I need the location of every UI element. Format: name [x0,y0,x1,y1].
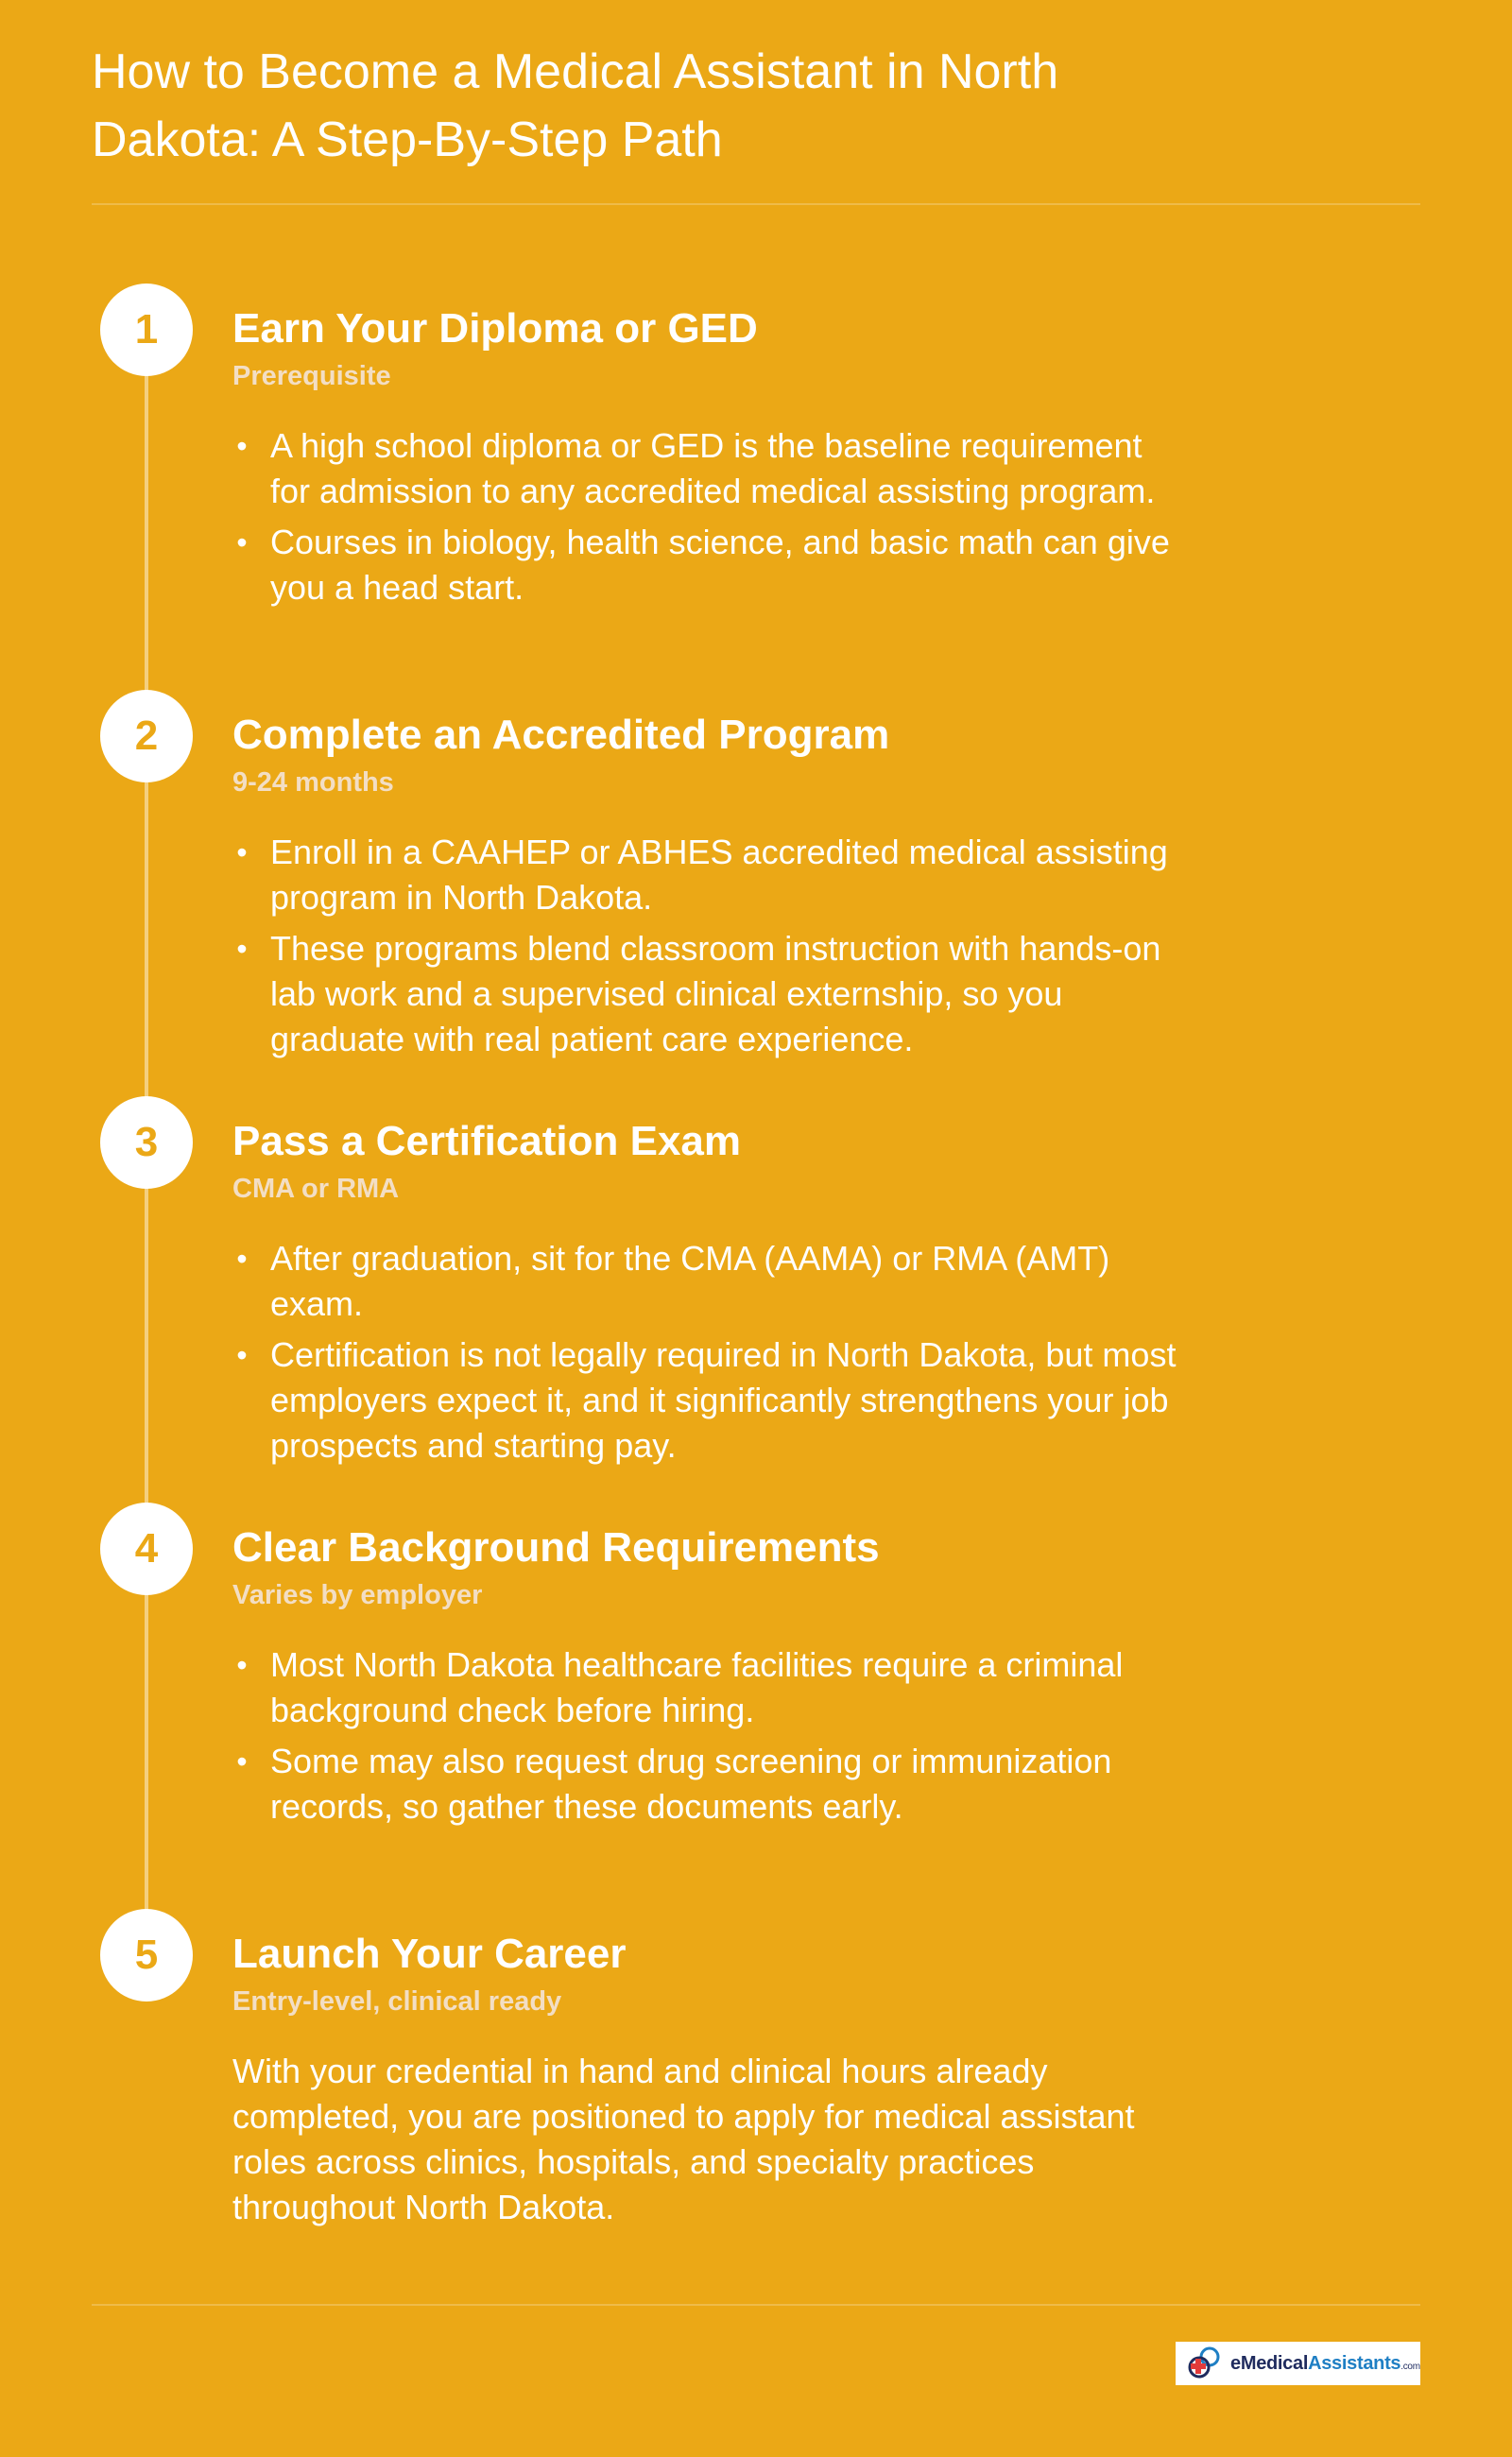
bullet-item [232,830,1177,920]
bullet-text: Some may also request drug screening or immunization records, so gather these documents early. [270,1742,1112,1826]
bullet-text: These programs blend classroom instruction with hands-on lab work and a supervised clinical externship, so you graduate with real patient care experience. [270,929,1161,1058]
step-bullet-list [232,1642,1177,1830]
bottom-divider [92,2304,1420,2306]
step-subtitle: Entry-level, clinical ready [232,1986,562,2017]
step-subtitle: CMA or RMA [232,1174,400,1204]
step-body [232,1521,1177,1835]
step-body [232,709,1177,1068]
bullet-dot-icon: • [236,1744,248,1778]
bullet-item [232,926,1177,1062]
step-body [232,302,1177,616]
bullet-dot-icon: • [236,932,248,966]
step-number-circle: 1 [100,284,193,376]
step-title: Launch Your Career [232,1931,627,1977]
step-subtitle: 9-24 months [232,767,394,798]
bullet-text: Enroll in a CAAHEP or ABHES accredited medical assisting program in North Dakota. [270,833,1168,917]
step-title: Pass a Certification Exam [232,1118,742,1164]
step-title: Earn Your Diploma or GED [232,305,758,352]
step-number-circle: 4 [100,1503,193,1595]
step-number-circle: 2 [100,690,193,782]
bullet-dot-icon: • [236,835,248,869]
step-title: Clear Background Requirements [232,1524,880,1571]
step-number-circle: 3 [100,1096,193,1189]
bullet-dot-icon: • [236,525,248,559]
logo-text-assistants: Assistants [1308,2352,1401,2374]
bullet-item [232,1236,1177,1327]
step-paragraph: With your credential in hand and clinical hours already completed, you are positioned to apply for medical assistant roles across clinics, hospitals, and specialty practices throughout North Dakota. [232,2052,1135,2226]
step-body [232,1928,1177,2230]
bullet-dot-icon: • [236,1242,248,1276]
bullet-text: After graduation, sit for the CMA (AAMA) or RMA (AMT) exam. [270,1239,1110,1323]
bullet-item [232,1332,1177,1469]
step-subtitle: Prerequisite [232,361,391,391]
step-bullet-list [232,1236,1177,1469]
logo-text-com: .com [1400,2361,1420,2372]
bullet-item [232,520,1177,610]
step-title: Complete an Accredited Program [232,712,890,758]
step-body [232,1115,1177,1474]
top-divider [92,203,1420,205]
bullet-item [232,1739,1177,1830]
bullet-text: Certification is not legally required in North Dakota, but most employers expect it, and it significantly strengthens your job prospects and starting pay. [270,1335,1177,1465]
bullet-item [232,1642,1177,1733]
step-bullet-list [232,830,1177,1062]
step-bullet-list [232,423,1177,610]
medical-cross-logo-icon [1185,2345,1227,2382]
bullet-dot-icon: • [236,1338,248,1372]
emedicalassistants-logo[interactable] [1176,2342,1420,2385]
bullet-dot-icon: • [236,429,248,463]
bullet-text: A high school diploma or GED is the baseline requirement for admission to any accredited medical assisting program. [270,426,1156,510]
bullet-text: Courses in biology, health science, and basic math can give you a head start. [270,523,1170,607]
logo-text-medical: Medical [1240,2352,1309,2374]
step-subtitle: Varies by employer [232,1580,483,1610]
bullet-dot-icon: • [236,1648,248,1682]
logo-text-e: e [1230,2352,1241,2374]
page-title: How to Become a Medical Assistant in North Dakota: A Step-By-Step Path [92,44,1059,167]
step-number-circle: 5 [100,1909,193,2002]
bullet-text: Most North Dakota healthcare facilities require a criminal background check before hiring. [270,1645,1124,1729]
logo-wordmark [1230,2353,1420,2375]
bullet-item [232,423,1177,514]
